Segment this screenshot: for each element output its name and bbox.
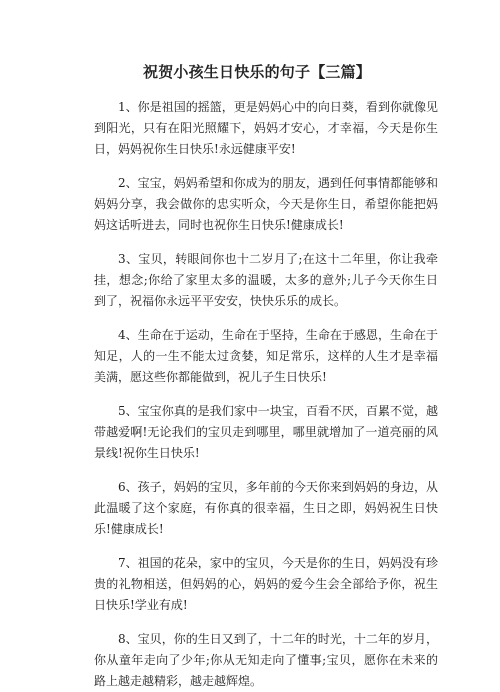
document-title: 祝贺小孩生日快乐的句子【三篇】 bbox=[143, 63, 372, 81]
paragraph-8: 8、宝贝，你的生日又到了，十二年的时光，十二年的岁月，你从童年走向了少年;你从无知走向了懂事;宝贝，愿你在未来的路上越走越精彩，越走越辉煌。 bbox=[94, 632, 438, 688]
paragraph-5: 5、宝宝你真的是我们家中一块宝，百看不厌，百累不觉，越带越爱啊!无论我们的宝贝走到哪里，哪里就增加了一道亮丽的风景线!祝你生日快乐! bbox=[94, 404, 438, 460]
paragraph-1: 1、你是祖国的摇篮，更是妈妈心中的向日葵，看到你就像见到阳光，只有在阳光照耀下，妈妈才安心，才幸福，今天是你生日，妈妈祝你生日快乐!永远健康平安! bbox=[94, 100, 438, 156]
paragraph-3: 3、宝贝，转眼间你也十二岁月了;在这十二年里，你让我牵挂，想念;你给了家里太多的温暖，太多的意外;儿子今天你生日到了，祝福你永远平平安安，快快乐乐的成长。 bbox=[94, 252, 438, 308]
paragraph-4: 4、生命在于运动，生命在于坚持，生命在于感恩，生命在于知足，人的一生不能太过贪婪，知足常乐，这样的人生才是幸福美满，愿这些你都能做到，祝儿子生日快乐! bbox=[94, 328, 438, 384]
paragraph-2: 2、宝宝，妈妈希望和你成为的朋友，遇到任何事情都能够和妈妈分享，我会做你的忠实听众，今天是你生日，希望你能把妈妈这话听进去，同时也祝你生日快乐!健康成长! bbox=[94, 176, 438, 232]
paragraph-6: 6、孩子，妈妈的宝贝，多年前的今天你来到妈妈的身边，从此温暖了这个家庭，有你真的很幸福，生日之即，妈妈祝生日快乐!健康成长! bbox=[94, 480, 438, 536]
paragraph-7: 7、祖国的花朵，家中的宝贝，今天是你的生日，妈妈没有珍贵的礼物相送，但妈妈的心，妈妈的爱今生会全部给予你，祝生日快乐!学业有成! bbox=[94, 556, 438, 612]
